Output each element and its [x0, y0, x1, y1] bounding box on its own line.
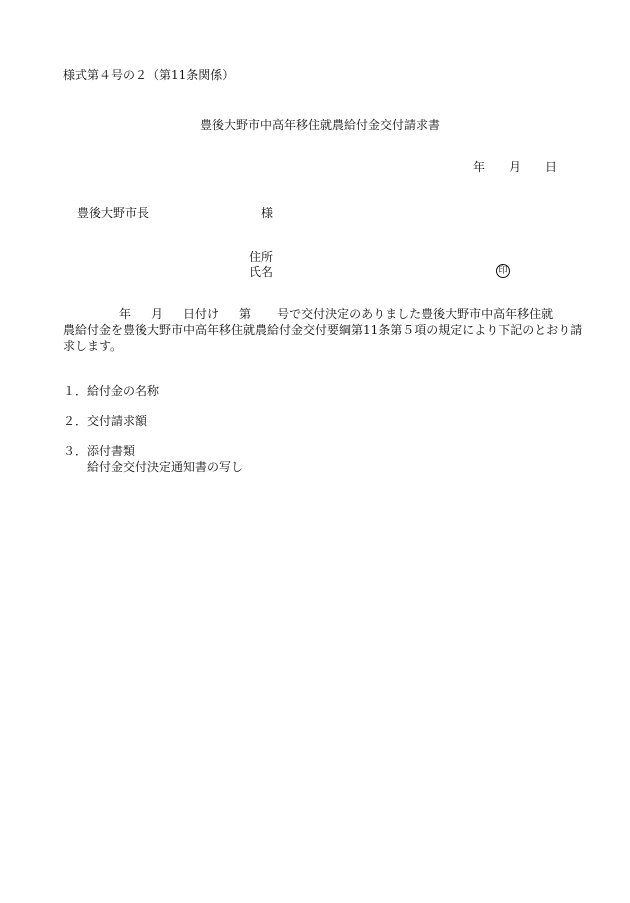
date-month: 月 — [509, 160, 522, 174]
body-line-1 — [63, 306, 583, 322]
body-line-2: 農給付金を豊後大野市中高年移住就農給付金交付要綱第11条第５項の規定により下記のとおり請 — [63, 323, 583, 337]
name-label: 氏名 — [249, 265, 274, 279]
item-request-amount: ２．交付請求額 — [63, 414, 148, 428]
recipient-name: 豊後大野市長 — [77, 206, 150, 220]
body-line1-rest: 号で交付決定のありました豊後大野市中高年移住就 — [277, 307, 554, 321]
item-attachments-detail: 給付金交付決定通知書の写し — [87, 460, 244, 474]
body-number-prefix: 第 — [239, 307, 252, 321]
seal-mark: 印 — [496, 264, 510, 278]
body-dated: 日付け — [183, 307, 220, 321]
request-body — [63, 306, 583, 354]
item-benefit-name: １．給付金の名称 — [63, 384, 160, 398]
date-line — [473, 160, 557, 174]
address-label: 住所 — [249, 250, 274, 264]
date-day: 日 — [545, 160, 558, 174]
body-year: 年 — [119, 307, 132, 321]
document-title: 豊後大野市中高年移住就農給付金交付請求書 — [200, 118, 441, 132]
item-attachments: ３．添付書類 — [63, 444, 136, 458]
body-line-3: 求します。 — [63, 339, 123, 353]
body-month: 月 — [151, 307, 164, 321]
form-label: 様式第４号の２（第11条関係） — [63, 68, 235, 82]
date-year: 年 — [473, 160, 486, 174]
recipient-honorific: 様 — [261, 206, 274, 220]
